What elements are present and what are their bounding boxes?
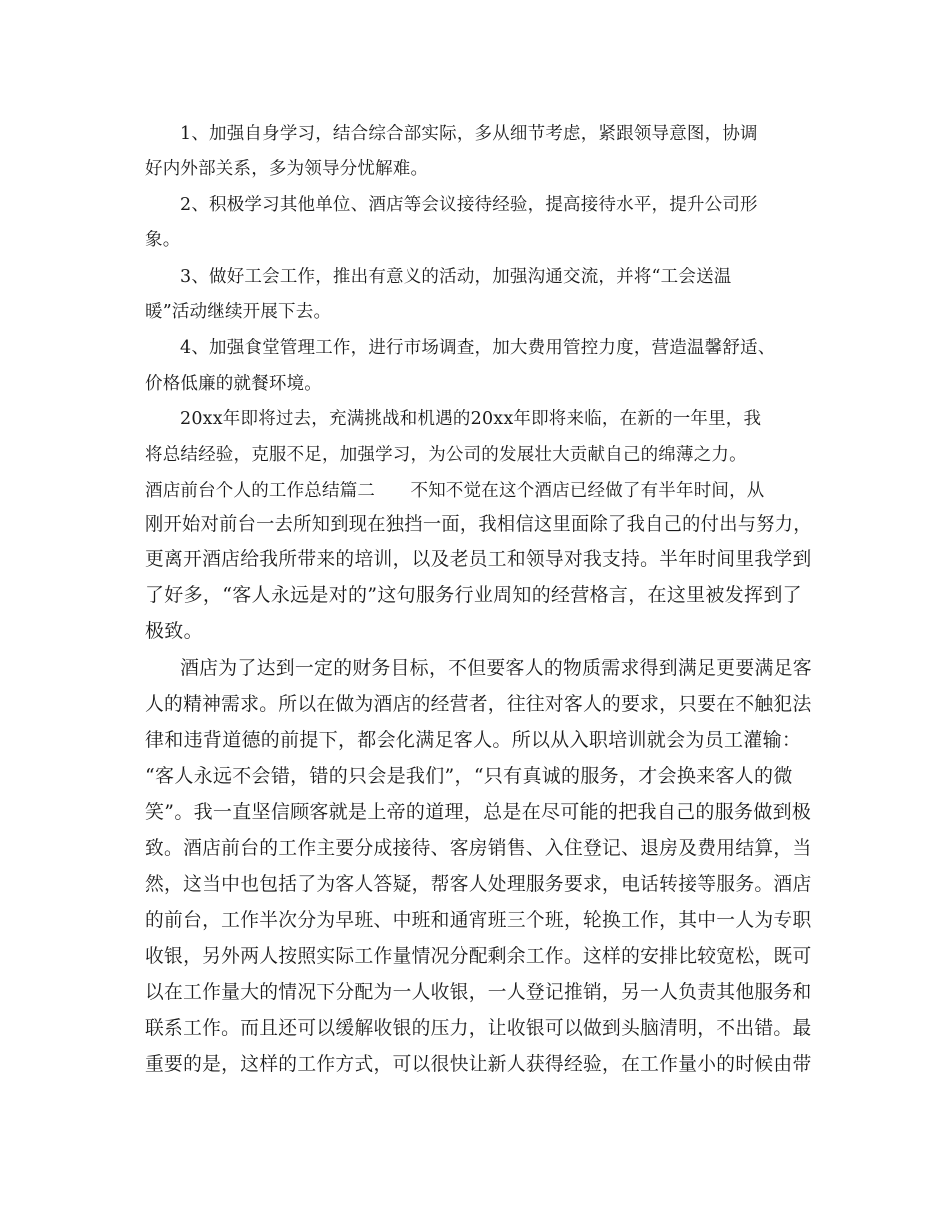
section-heading-line: 酒店前台个人的工作总结篇二 不知不觉在这个酒店已经做了有半年时间，从 bbox=[145, 481, 765, 501]
text-line: 暖”活动继续开展下去。 bbox=[145, 302, 332, 322]
text-line: 价格低廉的就餐环境。 bbox=[145, 374, 322, 394]
text-line: 重要的是，这样的工作方式，可以很快让新人获得经验，在工作量小的时候由带 bbox=[145, 1053, 812, 1075]
text-line: 3、做好工会工作，推出有意义的活动，加强沟通交流，并将“工会送温 bbox=[180, 267, 732, 287]
text-line: 将总结经验，克服不足，加强学习，为公司的发展壮大贡献自己的绵薄之力。 bbox=[145, 445, 747, 465]
text-line: 然，这当中也包括了为客人答疑，帮客人处理服务要求，电话转接等服务。酒店 bbox=[145, 873, 812, 895]
text-line: 极致。 bbox=[145, 620, 203, 642]
text-line: 象。 bbox=[145, 230, 181, 250]
text-line: 更离开酒店给我所带来的培训，以及老员工和领导对我支持。半年时间里我学到 bbox=[145, 548, 812, 570]
text-line: 4、加强食堂管理工作，进行市场调查，加大费用管控力度，营造温馨舒适、 bbox=[180, 338, 776, 358]
text-line: 20xx年即将过去，充满挑战和机遇的20xx年即将来临，在新的一年里，我 bbox=[180, 409, 762, 429]
text-line: 以在工作量大的情况下分配为一人收银，一人登记推销，另一人负责其他服务和 bbox=[145, 981, 812, 1003]
text-line: 酒店为了达到一定的财务目标，不但要客人的物质需求得到满足更要满足客 bbox=[180, 657, 812, 679]
text-line: 好内外部关系，多为领导分忧解难。 bbox=[145, 159, 429, 179]
text-line: “客人永远不会错，错的只会是我们”，“只有真诚的服务，才会换来客人的微 bbox=[145, 765, 793, 787]
text-line: 2、积极学习其他单位、酒店等会议接待经验，提高接待水平，提升公司形 bbox=[180, 195, 758, 215]
text-line: 了好多，“客人永远是对的”这句服务行业周知的经营格言，在这里被发挥到了 bbox=[145, 584, 802, 606]
text-line: 的前台，工作半次分为早班、中班和通宵班三个班，轮换工作，其中一人为专职 bbox=[145, 909, 812, 931]
text-line: 笑”。我一直坚信顾客就是上帝的道理，总是在尽可能的把我自己的服务做到极 bbox=[145, 801, 812, 823]
text-line: 联系工作。而且还可以缓解收银的压力，让收银可以做到头脑清明，不出错。最 bbox=[145, 1017, 812, 1039]
text-line: 律和违背道德的前提下，都会化满足客人。所以从入职培训就会为员工灌输： bbox=[145, 729, 802, 751]
text-line: 1、加强自身学习，结合综合部实际，多从细节考虑，紧跟领导意图，协调 bbox=[180, 124, 758, 144]
text-line: 刚开始对前台一去所知到现在独挡一面，我相信这里面除了我自己的付出与努力， bbox=[145, 513, 812, 535]
text-line: 致。酒店前台的工作主要分成接待、客房销售、入住登记、退房及费用结算，当 bbox=[145, 837, 812, 859]
text-line: 人的精神需求。所以在做为酒店的经营者，往往对客人的要求，只要在不触犯法 bbox=[145, 693, 812, 715]
text-line: 收银，另外两人按照实际工作量情况分配剩余工作。这样的安排比较宽松，既可 bbox=[145, 945, 812, 967]
